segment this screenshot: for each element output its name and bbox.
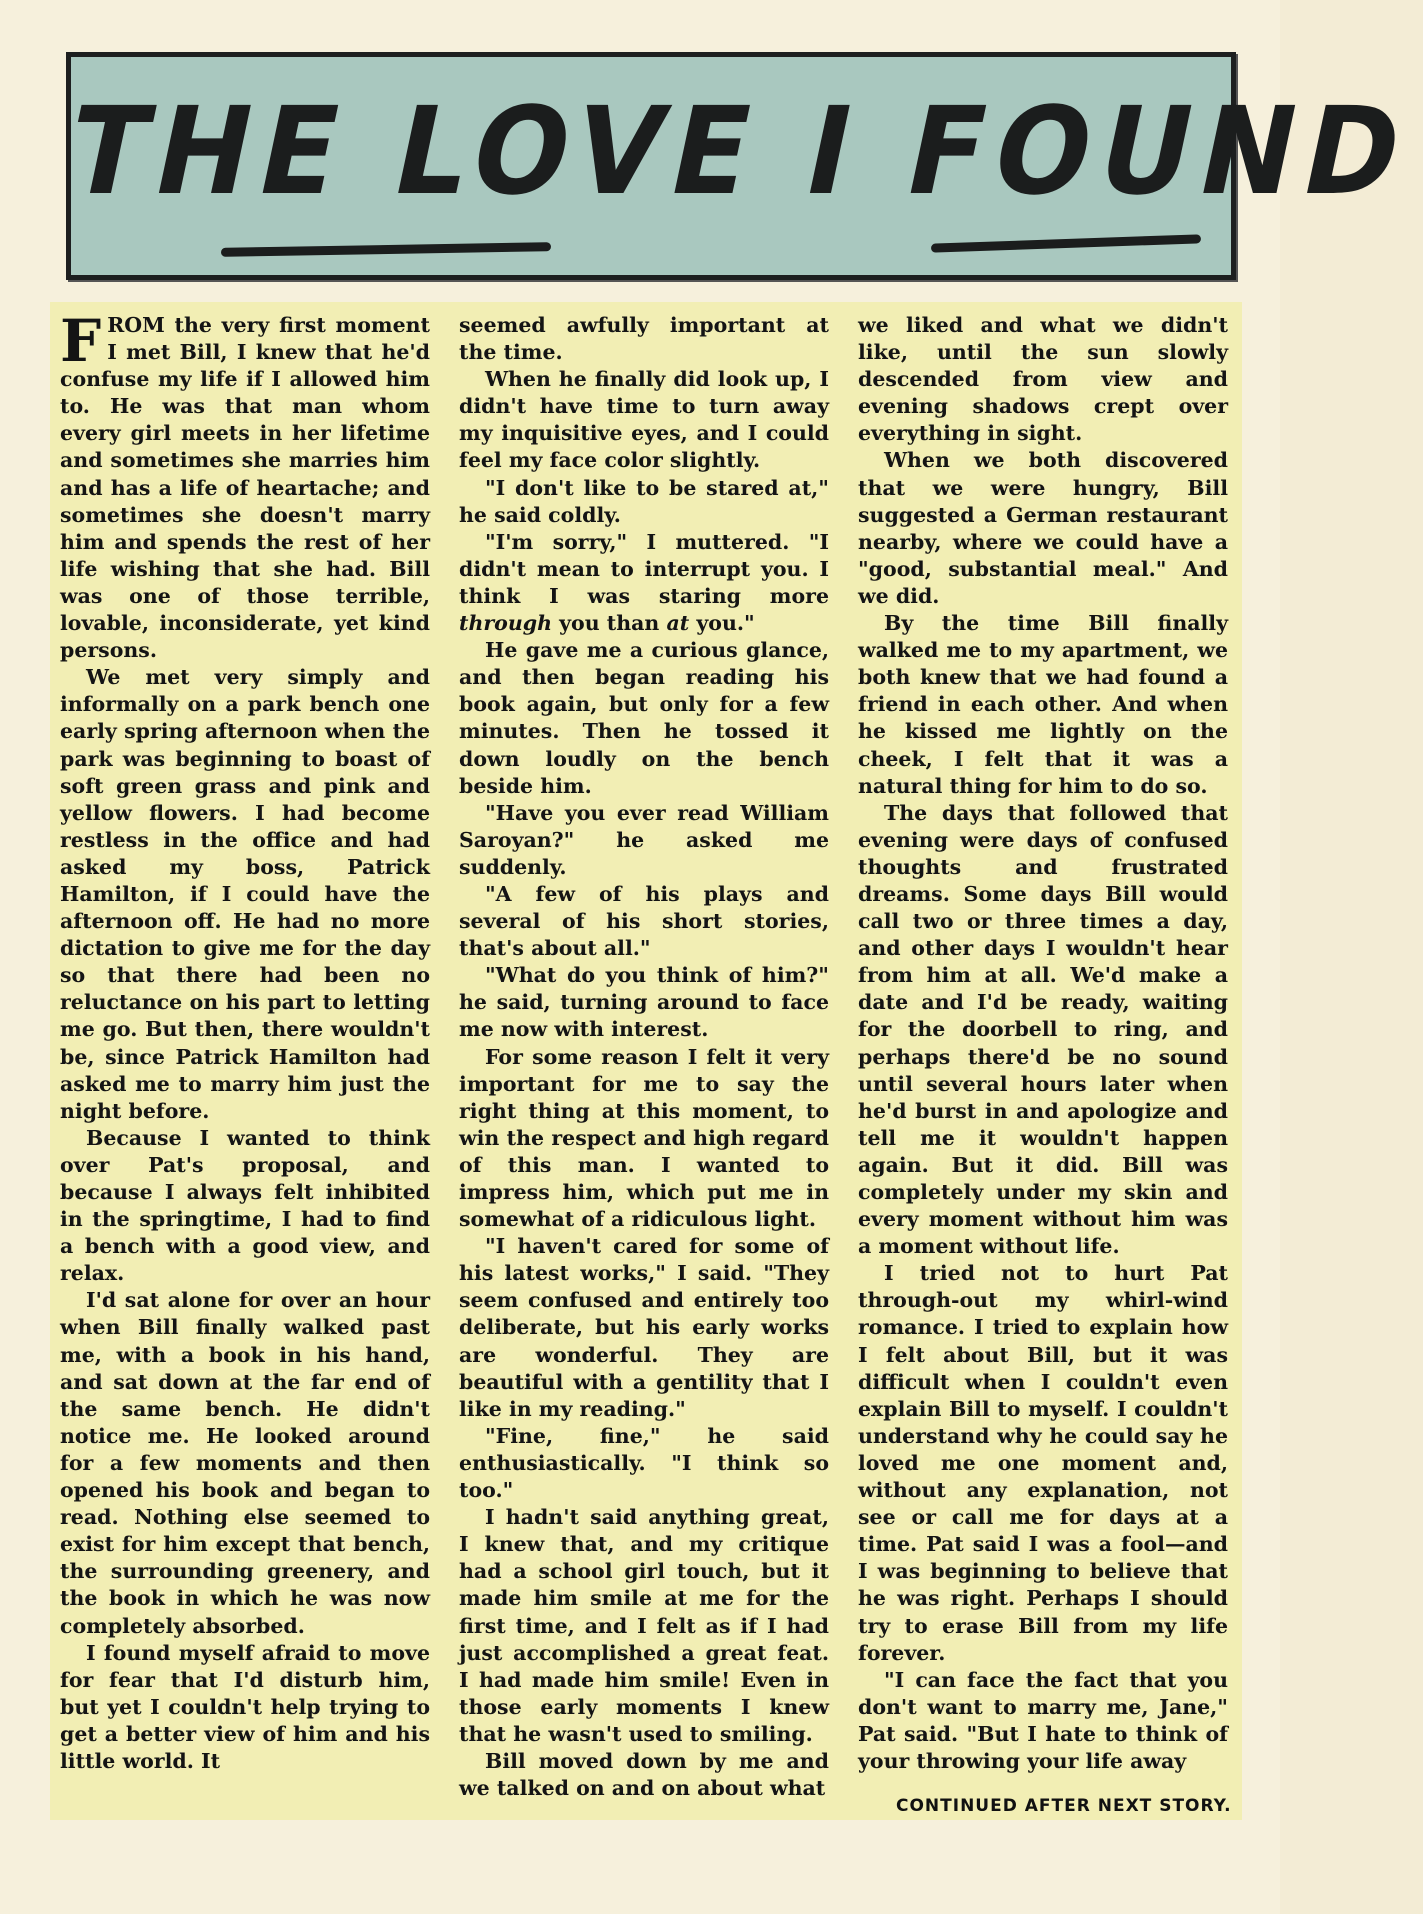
italic-text: through: [459, 611, 552, 636]
paragraph: "I haven't cared for some of his latest works," I said. "They seem confused and entirely too deliberate, but his early works are wonderful. They are beautiful with a gentility that I like in my reading.": [459, 1234, 829, 1421]
paragraph: He gave me a curious glance, and then began reading his book again, but only for a few minutes. Then he tossed it down loudly on the bench beside him.: [459, 638, 829, 798]
title-underline-right: [931, 234, 1201, 252]
paragraph: We met very simply and informally on a park bench one early spring afternoon when the park was beginning to boast of soft green grass and pink and yellow flowers. I had become restless in the office and had asked my boss, Patrick Hamilton, if I could have the afternoon off. He had no more dictation to give me for the day so that there had been no reluctance on his part to letting me go. But then, there wouldn't be, since Patrick Hamilton had asked me to marry him just the night before.: [60, 665, 430, 1123]
paragraph: "Have you ever read William Saroyan?" he asked me suddenly.: [459, 800, 829, 879]
paragraph: Because I wanted to think over Pat's proposal, and because I always felt inhibited in the springtime, I had to find a bench with a good view, and relax.: [60, 1125, 430, 1286]
text-span: you than: [559, 611, 660, 636]
paragraph: "I don't like to be stared at," he said coldly.: [459, 475, 829, 527]
title-underline-left: [221, 242, 551, 257]
paragraph: Bill moved down by me and we talked on and on about what: [459, 1748, 829, 1801]
opening-text: ROM the very first moment I met Bill, I knew that he'd confuse my life if I allowed him to. He was that man whom every girl meets in her lifetime and sometimes she marries him and has a life of heartache; and sometimes she doesn't marry him and spends the rest of her life wishing that she had. Bill was one of those terrible, lovable, inconsiderate, yet kind persons.: [60, 313, 430, 663]
paragraph: For some reason I felt it very important for me to say the right thing at this moment, to win the respect and high regard of this man. I wanted to impress him, which put me in somewhat of a ridiculous light.: [459, 1044, 829, 1232]
text-column-2: [459, 312, 829, 1812]
text-column-1: [60, 307, 430, 1812]
paragraph: I'd sat alone for over an hour when Bill finally walked past me, with a book in his hand, and sat down at the far end of the same bench. He didn't notice me. He looked around for a few moments and then opened his book and began to read. Nothing else seemed to exist for him except that bench, the surrounding greenery, and the book in which he was now completely absorbed.: [60, 1288, 430, 1638]
paragraph: By the time Bill finally walked me to my apartment, we both knew that we had found a friend in each other. And when he kissed me lightly on the cheek, I felt that it was a natural thing for him to do so.: [858, 611, 1228, 798]
text-column-3: [858, 312, 1228, 1812]
continued-note: CONTINUED AFTER NEXT STORY.: [896, 1796, 1232, 1816]
italic-text: at: [666, 611, 690, 636]
paragraph: The days that followed that evening were days of confused thoughts and frustrated dreams. Some days Bill would call two or three times a day, and other days I wouldn't hear from him at all. We'd make a date and I'd be ready, waiting for the doorbell to ring, and perhaps there'd be no sound until several hours later when he'd burst in and apologize and tell me it wouldn't happen again. But it did. Bill was completely under my skin and every moment without him was a moment without life.: [858, 800, 1228, 1259]
paragraph: "What do you think of him?" he said, turning around to face me now with interest.: [459, 963, 829, 1042]
text-span: you.": [696, 611, 755, 636]
paragraph: "Fine, fine," he said enthusiastically. "I think so too.": [459, 1423, 829, 1503]
text-span: "I'm sorry," I muttered. "I didn't mean to interrupt you. I think I was staring more: [459, 529, 829, 608]
drop-cap: F: [60, 307, 102, 375]
paragraph: [60, 307, 430, 664]
paragraph: I tried not to hurt Pat through-out my whirl-wind romance. I tried to explain how I felt about Bill, but it was difficult when I couldn't even explain Bill to myself. I couldn't understand why he could say he loved me one moment and, without any explanation, not see or call me for days at a time. Pat said I was a fool—and I was beginning to believe that he was right. Perhaps I should try to erase Bill from my life forever.: [858, 1261, 1228, 1665]
paragraph: "A few of his plays and several of his short stories, that's about all.": [459, 881, 829, 961]
paragraph: When he finally did look up, I didn't have time to turn away my inquisitive eyes, and I could feel my face color slightly.: [459, 367, 829, 473]
paragraph: we liked and what we didn't like, until the sun slowly descended from view and evening shadows crept over everything in sight.: [858, 313, 1228, 446]
paragraph: When we both discovered that we were hungry, Bill suggested a German restaurant nearby, where we could have a "good, substantial meal." And we did.: [858, 448, 1228, 608]
paragraph: I hadn't said anything great, I knew that, and my critique had a school girl touch, but it made him smile at me for the first time, and I felt as if I had just accomplished a great feat. I had made him smile! Even in those early moments I knew that he wasn't used to smiling.: [459, 1505, 829, 1746]
paragraph: "I can face the fact that you don't want to marry me, Jane," Pat said. "But I hate to think of your throwing your life away: [858, 1667, 1228, 1773]
story-body: [50, 302, 1242, 1820]
story-title: THE LOVE I FOUND: [56, 81, 1423, 223]
paragraph: seemed awfully important at the time.: [459, 313, 829, 365]
title-panel: [56, 52, 1423, 280]
paragraph: [459, 529, 829, 637]
paragraph: I found myself afraid to move for fear that I'd disturb him, but yet I couldn't help trying to get a better view of him and his little world. It: [60, 1640, 430, 1773]
